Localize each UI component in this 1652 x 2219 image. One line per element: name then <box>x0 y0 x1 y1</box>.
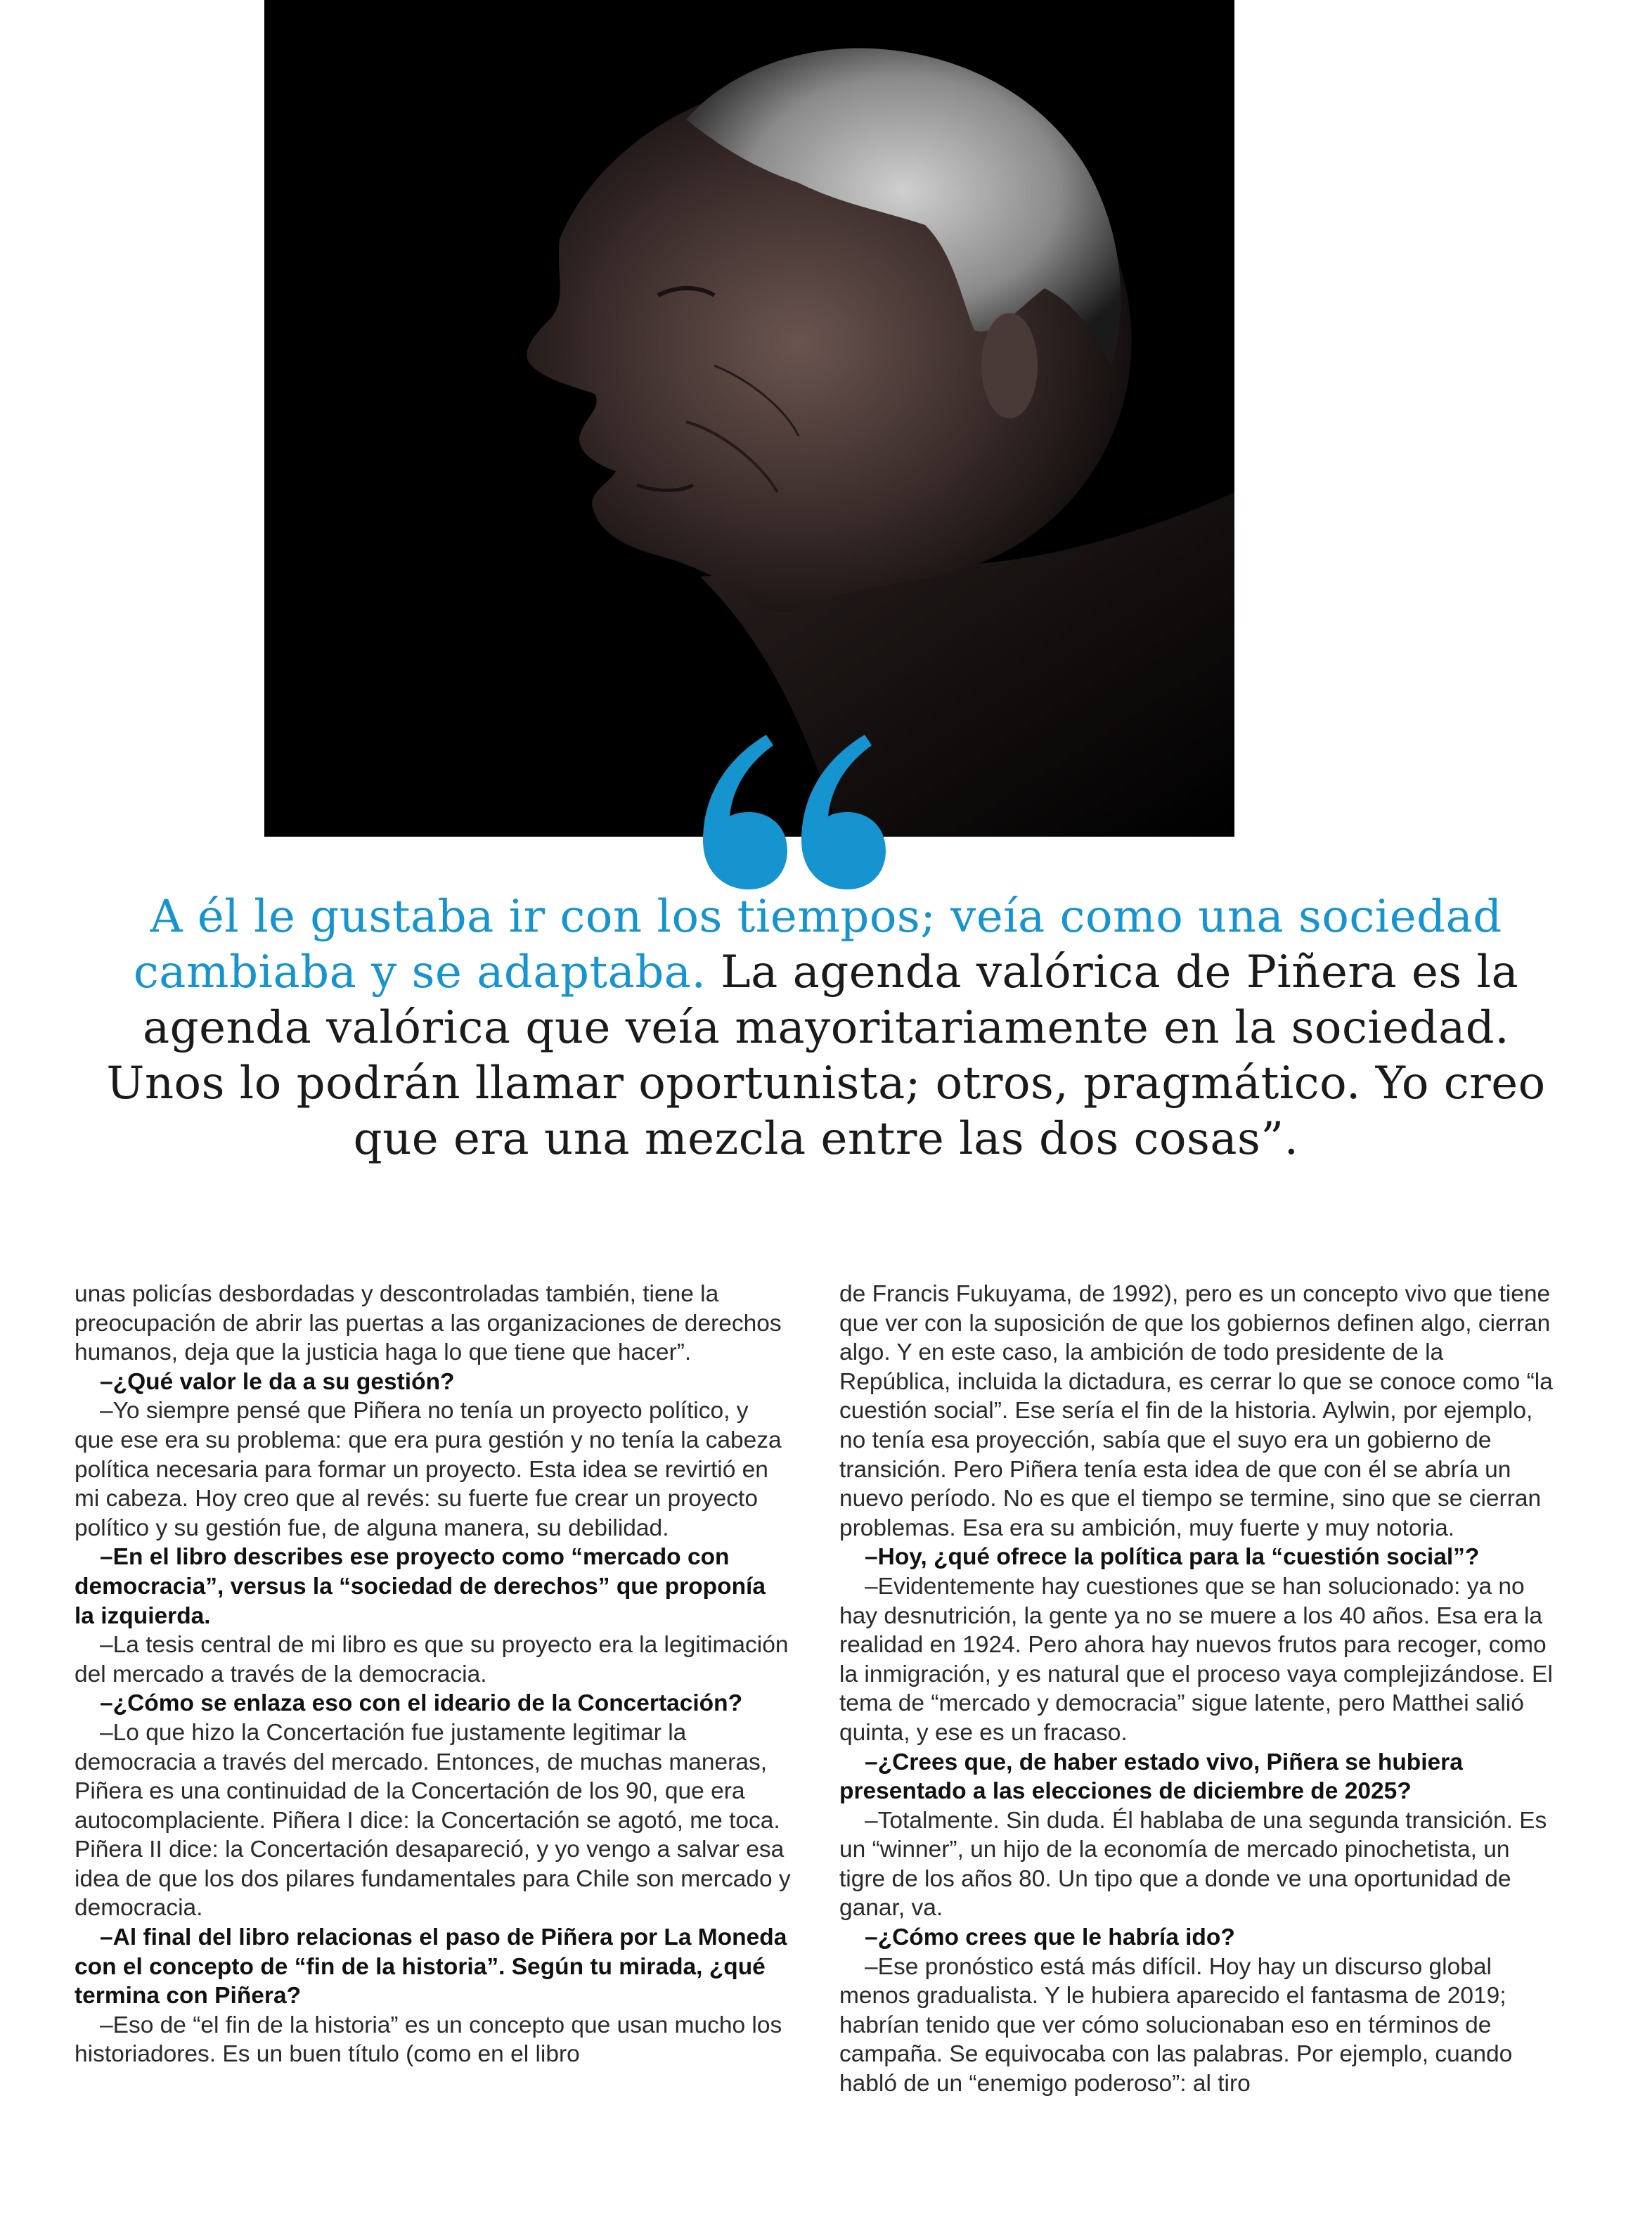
paragraph: de Francis Fukuyama, de 1992), pero es un concepto vivo que tiene que ver con la suposición de que los gobiernos definen algo, cierran algo. Y en este caso, la ambición de todo presidente de la República, incluida la dictadura, es cerrar lo que se conoce como “la cuestión social”. Ese sería el fin de la historia. Aylwin, por ejemplo, no tenía esa proyección, sabía que el suyo era un gobierno de transición. Pero Piñera tenía esta idea de que con él se abría un nuevo período. No es que el tiempo se termine, sino que se cierran problemas. Esa era su ambición, muy fuerte y muy notoria. <box>839 1281 1553 1541</box>
paragraph: unas policías desbordadas y descontroladas también, tiene la preocupación de abrir las puertas a las organizaciones de derechos humanos, deja que la justicia haga lo que tiene que hacer”. <box>75 1281 782 1366</box>
interview-answer: –Eso de “el fin de la historia” es un concepto que usan mucho los historiadores. Es un buen título (como en el libro <box>75 2012 782 2068</box>
interview-question: –¿Crees que, de haber estado vivo, Piñera se hubiera presentado a las elecciones de diciembre de 2025? <box>839 1749 1463 1805</box>
interview-question: –En el libro describes ese proyecto como “mercado con democracia”, versus la “sociedad de derechos” que proponía la izquierda. <box>75 1544 766 1629</box>
interview-question: –Al final del libro relacionas el paso de Piñera por La Moneda con el concepto de “fin de la historia”. Según tu mirada, ¿qué termina con Piñera? <box>75 1924 787 2009</box>
interview-question: –Hoy, ¿qué ofrece la política para la “cuestión social”? <box>865 1544 1480 1571</box>
interview-answer: –Ese pronóstico está más difícil. Hoy hay un discurso global menos gradualista. Y le hubiera aparecido el fantasma de 2019; habrían tenido que ver cómo solucionaban eso en términos de campaña. Se equivocaba con las palabras. Por ejemplo, cuando habló de un “enemigo poderoso”: al tiro <box>839 1953 1513 2097</box>
article-column-left <box>75 1280 792 2069</box>
article-column-right <box>839 1280 1556 2099</box>
portrait-illustration <box>264 0 1234 837</box>
pull-quote-highlight: A él le gustaba ir con los tiempos; veía como una sociedad cambiaba y se adaptaba. <box>133 891 1502 998</box>
interview-question: –¿Cómo crees que le habría ido? <box>865 1924 1235 1951</box>
interview-answer: –Lo que hizo la Concertación fue justamente legitimar la democracia a través del mercado. Entonces, de muchas maneras, Piñera es una continuidad de la Concertación de los 90, que era autocomplaciente. Piñera I dice: la Concertación se agotó, me toca. Piñera II dice: la Concertación desapareció, y yo vengo a salvar esa idea de que los dos pilares fundamentales para Chile son mercado y democracia. <box>75 1719 791 1922</box>
interview-answer: –Totalmente. Sin duda. Él hablaba de una segunda transición. Es un “winner”, un hijo de la economía de mercado pinochetista, un tigre de los años 80. Un tipo que a donde ve una oportunidad de ganar, va. <box>839 1807 1547 1922</box>
interview-answer: –La tesis central de mi libro es que su proyecto era la legitimación del mercado a través de la democracia. <box>75 1632 789 1687</box>
interview-question: –¿Cómo se enlaza eso con el ideario de la Concertación? <box>100 1690 743 1717</box>
interview-answer: –Yo siempre pensé que Piñera no tenía un proyecto político, y que ese era su problema: que era pura gestión y no tenía la cabeza política necesaria para formar un proyecto. Esta idea se revirtió en mi cabeza. Hoy creo que al revés: su fuerte fue crear un proyecto político y su gestión fue, de alguna manera, su debilidad. <box>75 1398 782 1541</box>
interview-question: –¿Qué valor le da a su gestión? <box>100 1368 455 1395</box>
pull-quote <box>105 889 1547 1167</box>
quote-mark-icon <box>689 721 886 889</box>
interview-answer: –Evidentemente hay cuestiones que se han solucionado: ya no hay desnutrición, la gente ya no se muere a los 40 años. Esa era la realidad en 1924. Pero ahora hay nuevos frutos para recoger, como la inmigración, y es natural que el proceso vaya complejizándose. El tema de “mercado y democracia” sigue latente, pero Matthei salió quinta, y ese es un fracaso. <box>839 1573 1553 1746</box>
portrait-photo <box>264 0 1234 837</box>
pull-quote-rest: La agenda valórica de Piñera es la agenda valórica que veía mayoritariamente en la sociedad. Unos lo podrán llamar oportunista; otros, pragmático. Yo creo que era una mezcla entre las dos cosas”. <box>106 946 1546 1165</box>
